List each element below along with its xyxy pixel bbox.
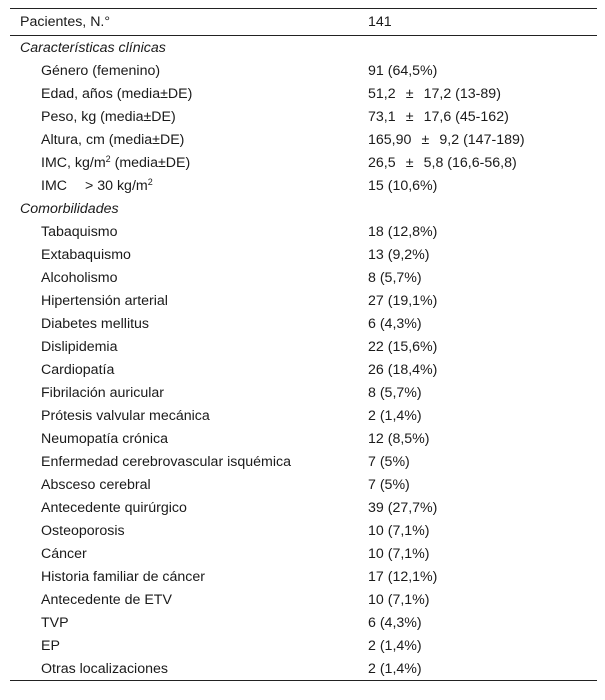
row-label: Antecedente quirúrgico [41,499,187,516]
section-heading-comorbidities [10,197,597,220]
row-label: Edad, años (media±DE) [41,85,193,102]
row-label: Otras localizaciones [41,660,168,677]
row-value: 2 (1,4%) [368,407,422,424]
table-row [10,82,597,105]
row-label [10,155,358,171]
table-row [10,450,597,473]
table-row [10,634,597,657]
row-label: Absceso cerebral [41,476,151,493]
table-row [10,496,597,519]
table-row [10,105,597,128]
row-value [358,109,597,125]
row-value: 2 (1,4%) [368,637,422,654]
row-label: Enfermedad cerebrovascular isquémica [41,453,291,470]
row-label: Diabetes mellitus [41,315,150,332]
plus-minus: ± [421,131,430,148]
table-row [10,266,597,289]
row-value: 7 (5%) [368,476,410,493]
plus-minus: ± [405,108,414,125]
plus-minus: ± [405,85,414,102]
table-row [10,358,597,381]
sd-range-value: 9,2 (147-189) [439,131,525,148]
table-row [10,335,597,358]
sd-range-value: 17,2 (13-89) [423,85,501,102]
row-label: Neumopatía crónica [41,430,168,447]
table-row [10,174,597,197]
row-value: 12 (8,5%) [368,430,430,447]
row-label [10,178,358,194]
row-label: Alcoholismo [41,269,118,286]
row-value [358,155,597,171]
superscript: 2 [147,176,153,187]
mean-value: 26,5 [368,154,396,171]
patient-characteristics-table [10,8,597,681]
row-value [358,132,597,148]
row-label: Antecedente de ETV [41,591,172,608]
row-label: Prótesis valvular mecánica [41,407,210,424]
row-value: 17 (12,1%) [368,568,438,585]
section-title: Comorbilidades [20,200,119,217]
row-label: Altura, cm (media±DE) [41,131,185,148]
row-label: Extabaquismo [41,246,131,263]
row-label: Cardiopatía [41,361,115,378]
row-value [358,86,597,102]
row-value: 7 (5%) [368,453,410,470]
table-row [10,611,597,634]
table-bottom-rule [10,680,597,681]
row-value: 22 (15,6%) [368,338,438,355]
row-value: 10 (7,1%) [368,591,430,608]
row-value: 27 (19,1%) [368,292,438,309]
row-value: 26 (18,4%) [368,361,438,378]
row-label: Osteoporosis [41,522,125,539]
table-row [10,59,597,82]
row-value: 10 (7,1%) [368,522,430,539]
row-value: 2 (1,4%) [368,660,422,677]
label-text: IMC, kg/m [41,154,106,171]
row-value: 15 (10,6%) [368,177,438,194]
table-row [10,312,597,335]
mean-value: 165,90 [368,131,412,148]
row-value: 10 (7,1%) [368,545,430,562]
row-label: Tabaquismo [41,223,118,240]
sd-range-value: 5,8 (16,6-56,8) [423,154,517,171]
header-label: Pacientes, N.° [20,14,111,30]
table-row [10,220,597,243]
table-row [10,657,597,680]
table-row [10,427,597,450]
row-value: 6 (4,3%) [368,315,422,332]
row-label: TVP [41,614,69,631]
section-title: Características clínicas [20,39,166,56]
table-row [10,473,597,496]
table-row [10,404,597,427]
section-heading-clinical [10,36,597,59]
row-label: Peso, kg (media±DE) [41,108,176,125]
table-row [10,588,597,611]
table-row [10,128,597,151]
mean-value: 73,1 [368,108,396,125]
row-label: Hipertensión arterial [41,292,168,309]
row-value: 8 (5,7%) [368,384,422,401]
table-row [10,243,597,266]
row-label: Historia familiar de cáncer [41,568,206,585]
label-text: (media±DE) [110,154,191,171]
row-label: Dislipidemia [41,338,118,355]
table-row [10,542,597,565]
row-value: 18 (12,8%) [368,223,438,240]
row-value: 39 (27,7%) [368,499,438,516]
sd-range-value: 17,6 (45-162) [423,108,509,125]
header-value: 141 [368,14,392,30]
row-value: 91 (64,5%) [368,62,438,79]
table-row [10,151,597,174]
row-label: Cáncer [41,545,87,562]
plus-minus: ± [405,154,414,171]
table-row [10,289,597,312]
row-value: 8 (5,7%) [368,269,422,286]
label-text: IMC [41,177,68,194]
row-value: 6 (4,3%) [368,614,422,631]
row-label: Género (femenino) [41,62,161,79]
row-label: Fibrilación auricular [41,384,165,401]
table-row [10,381,597,404]
row-value: 13 (9,2%) [368,246,430,263]
superscript: 2 [105,153,111,164]
mean-value: 51,2 [368,85,396,102]
label-text: > 30 kg/m [85,177,148,194]
row-label: EP [41,637,60,654]
table-row [10,519,597,542]
table-row [10,565,597,588]
table-header-row [10,9,597,35]
